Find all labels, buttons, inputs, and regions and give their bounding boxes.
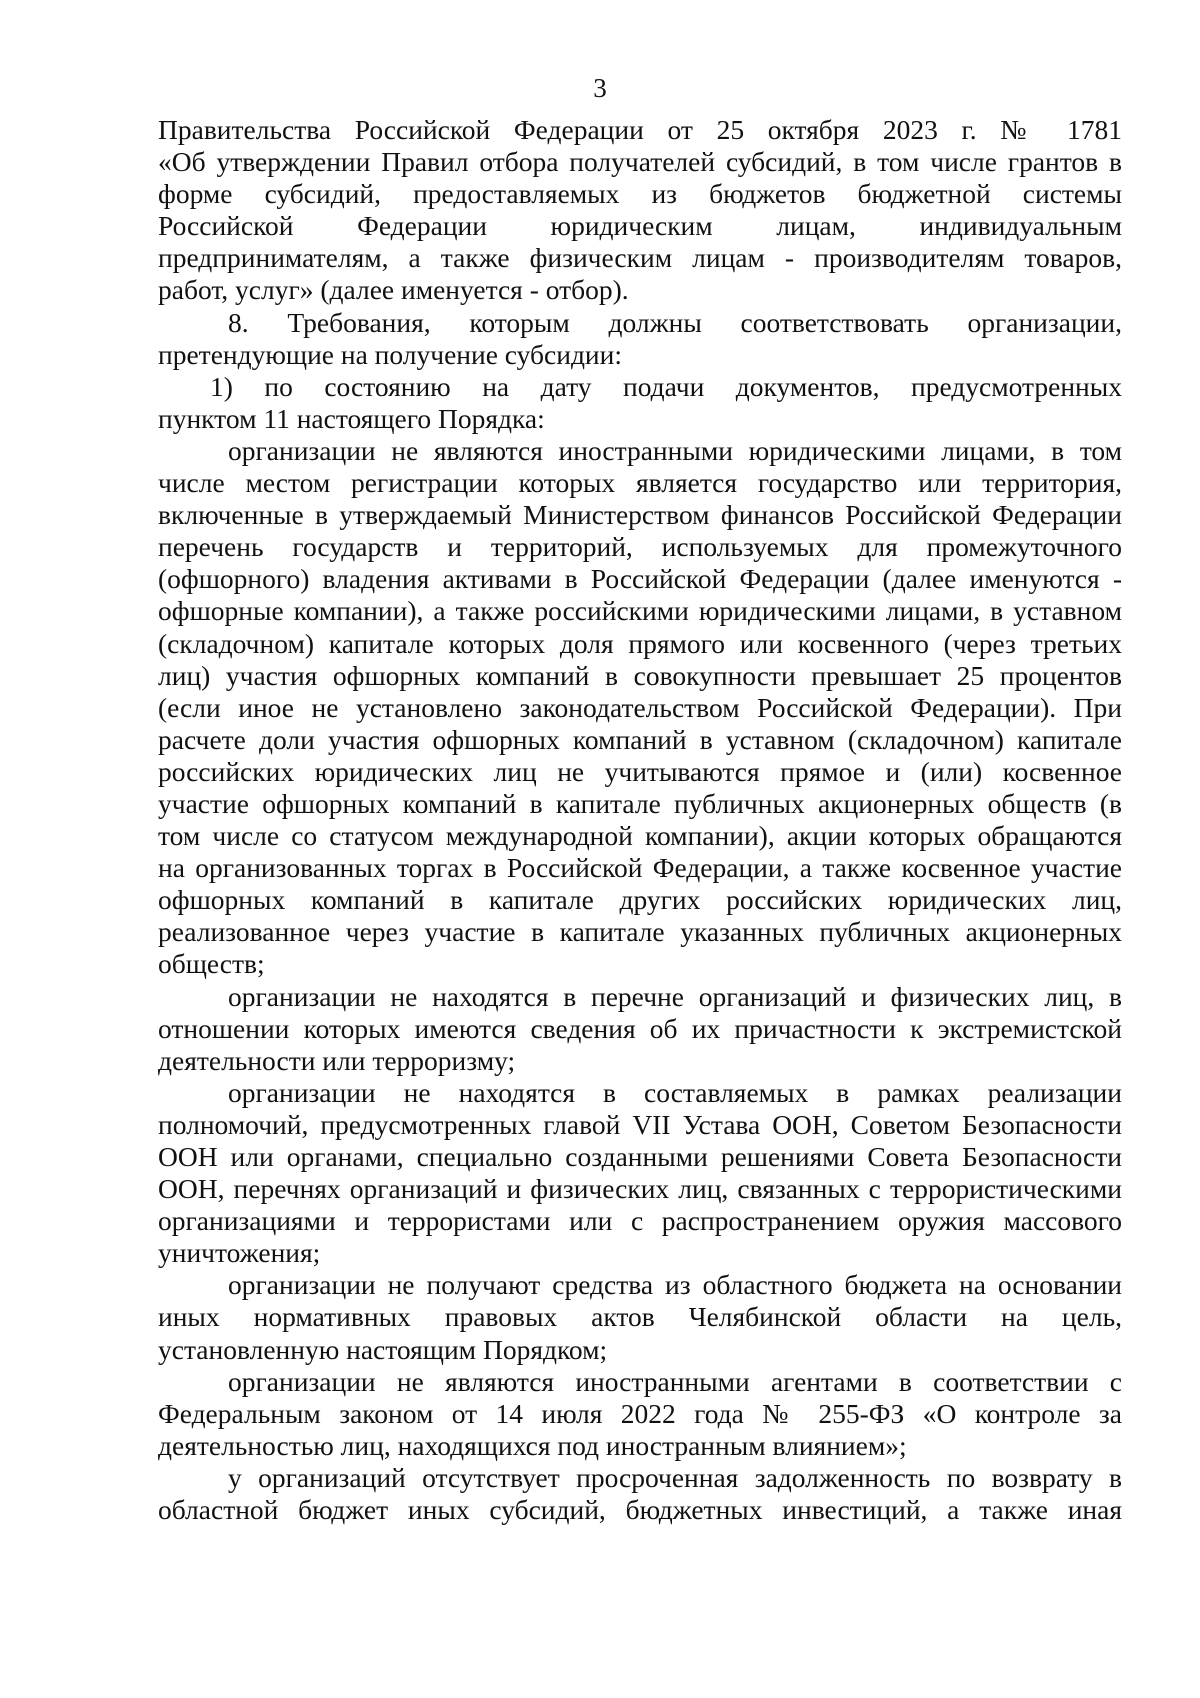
paragraph-offshore: [158, 435, 1122, 981]
text-line: претендующие на получение субсидии:: [158, 338, 623, 370]
paragraph-overdue-debt: [158, 1462, 1122, 1526]
text-line: организациями и террористами или с распространением оружия массового: [158, 1205, 1122, 1237]
text-line: Российской Федерации юридическим лицам, индивидуальным: [158, 210, 1122, 242]
text-line: полномочий, предусмотренных главой VII Устава ООН, Советом Безопасности: [158, 1108, 1122, 1140]
text-line: пунктом 11 настоящего Порядка:: [158, 402, 545, 434]
text-line: иных нормативных правовых актов Челябинской области на цель,: [158, 1301, 1122, 1333]
text-line: ООН или органами, специально созданными решениями Совета Безопасности: [158, 1141, 1122, 1172]
text-line: офшорные компании), а также российскими юридическими лицами, в уставном: [158, 595, 1122, 627]
text-line: ООН, перечнях организаций и физических лиц, связанных с террористическими: [158, 1173, 1122, 1205]
text-line: российских юридических лиц не учитываются прямое и (или) косвенное: [158, 755, 1122, 787]
text-line: «Об утверждении Правил отбора получателей субсидий, в том числе грантов в: [158, 146, 1122, 178]
text-line: перечень государств и территорий, используемых для промежуточного: [158, 531, 1122, 563]
document-body: [158, 114, 1122, 1526]
text-line: установленную настоящим Порядком;: [158, 1333, 608, 1365]
text-line: том числе со статусом международной компании), акции которых обращаются: [158, 820, 1122, 852]
text-line: деятельностью лиц, находящихся под иностранным влиянием»;: [158, 1429, 907, 1461]
text-line: Федеральным законом от 14 июля 2022 года № 255-ФЗ «О контроле за: [158, 1397, 1122, 1429]
text-line: включенные в утверждаемый Министерством финансов Российской Федерации: [158, 499, 1122, 531]
text-line: обществ;: [158, 948, 265, 980]
text-line: (складочном) капитале которых доля прямого или косвенного (через третьих: [158, 627, 1122, 659]
paragraph-continuation: [158, 114, 1122, 307]
text-line: 1) по состоянию на дату подачи документов, предусмотренных: [210, 370, 1122, 402]
text-line: уничтожения;: [158, 1237, 321, 1269]
text-line: организации не являются иностранными юридическими лицами, в том: [228, 434, 1122, 466]
paragraph-item-8: [158, 307, 1122, 371]
text-line: организации не находятся в составляемых в рамках реализации: [228, 1076, 1122, 1108]
paragraph-un-lists: [158, 1077, 1122, 1270]
text-line: деятельности или терроризму;: [158, 1044, 516, 1076]
text-line: форме субсидий, предоставляемых из бюджетов бюджетной системы: [158, 178, 1122, 210]
text-line: (если иное не установлено законодательством Российской Федерации). При: [158, 691, 1122, 723]
text-line: (офшорного) владения активами в Российской Федерации (далее именуются -: [158, 563, 1122, 595]
text-line: расчете доли участия офшорных компаний в уставном (складочном) капитале: [158, 723, 1122, 755]
text-line: числе местом регистрации которых является государство или территория,: [158, 467, 1122, 499]
text-line: предпринимателям, а также физическим лицам - производителям товаров,: [158, 242, 1122, 274]
text-line: у организаций отсутствует просроченная задолженность по возврату в: [228, 1461, 1122, 1493]
text-line: отношении которых имеются сведения об их причастности к экстремистской: [158, 1012, 1122, 1044]
text-line: Правительства Российской Федерации от 25 октября 2023 г. № 1781: [158, 114, 1122, 145]
paragraph-extremism: [158, 981, 1122, 1077]
text-line: лиц) участия офшорных компаний в совокупности превышает 25 процентов: [158, 659, 1122, 691]
text-line: участие офшорных компаний в капитале публичных акционерных обществ (в: [158, 787, 1122, 819]
text-line: областной бюджет иных субсидий, бюджетных инвестиций, а также иная: [158, 1494, 1122, 1526]
paragraph-foreign-agents: [158, 1366, 1122, 1462]
text-line: организации не являются иностранными агентами в соответствии с: [228, 1365, 1122, 1397]
paragraph-regional-budget: [158, 1269, 1122, 1365]
text-line: офшорных компаний в капитале других российских юридических лиц,: [158, 884, 1122, 916]
text-line: 8. Требования, которым должны соответствовать организации,: [228, 306, 1122, 338]
text-line: работ, услуг» (далее именуется - отбор).: [158, 274, 629, 306]
text-line: организации не находятся в перечне организаций и физических лиц, в: [228, 980, 1122, 1012]
text-line: на организованных торгах в Российской Федерации, а также косвенное участие: [158, 852, 1122, 884]
paragraph-subitem-1: [158, 371, 1122, 435]
page-number: 3: [593, 73, 607, 103]
text-line: организации не получают средства из областного бюджета на основании: [228, 1269, 1122, 1301]
text-line: реализованное через участие в капитале указанных публичных акционерных: [158, 916, 1122, 948]
